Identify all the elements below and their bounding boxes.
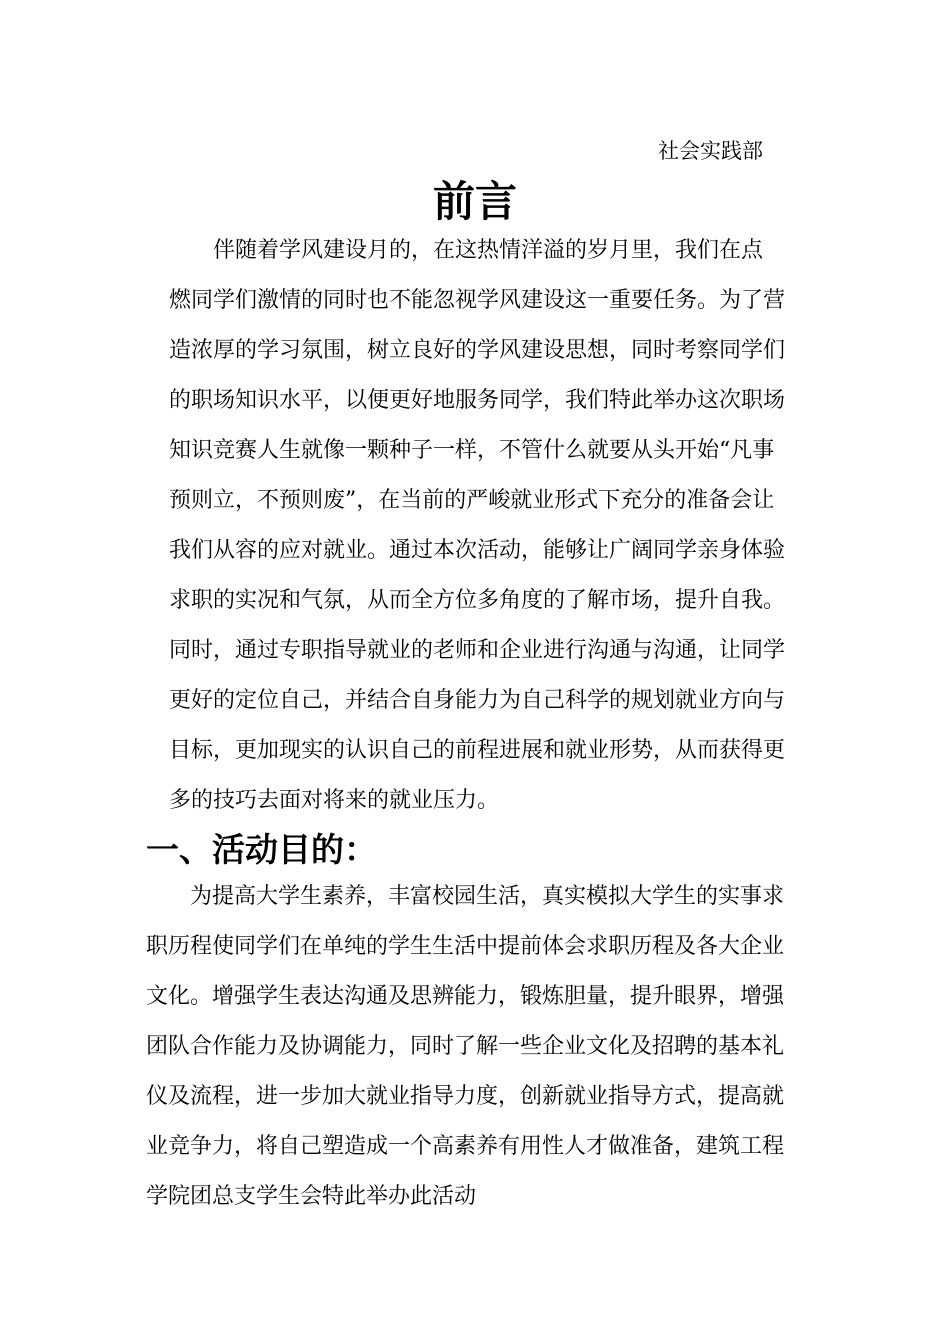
preface-line: 我们从容的应对就业。通过本次活动，能够让广阔同学亲身体验 xyxy=(169,538,786,563)
section-line: 职历程使同学们在单纯的学生生活中提前体会求职历程及各大企业 xyxy=(146,934,785,959)
preface-line: 燃同学们激情的同时也不能忽视学风建设这一重要任务。为了营 xyxy=(169,288,786,313)
preface-line: 伴随着学风建设月的，在这热情洋溢的岁月里，我们在点 xyxy=(169,238,764,263)
department-label: 社会实践部 xyxy=(658,139,763,163)
preface-line: 多的技巧去面对将来的就业压力。 xyxy=(169,788,500,813)
section-line: 团队合作能力及协调能力，同时了解一些企业文化及招聘的基本礼 xyxy=(146,1034,785,1059)
preface-line: 造浓厚的学习氛围，树立良好的学风建设思想，同时考察同学们 xyxy=(169,338,786,363)
section-line: 学院团总支学生会特此举办此活动 xyxy=(146,1184,477,1209)
preface-line: 目标，更加现实的认识自己的前程进展和就业形势，从而获得更 xyxy=(169,738,786,763)
preface-line: 预则立，不预则废”，在当前的严峻就业形式下充分的准备会让 xyxy=(169,488,775,513)
section-line: 为提高大学生素养，丰富校园生活，真实模拟大学生的实事求 xyxy=(146,884,785,909)
section-line: 仪及流程，进一步加大就业指导力度，创新就业指导方式，提高就 xyxy=(146,1084,785,1109)
preface-line: 知识竞赛人生就像一颗种子一样，不管什么就要从头开始“凡事 xyxy=(169,438,775,463)
preface-line: 同时，通过专职指导就业的老师和企业进行沟通与沟通，让同学 xyxy=(169,638,786,663)
preface-line: 的职场知识水平，以便更好地服务同学，我们特此举办这次职场 xyxy=(169,388,786,413)
preface-line: 求职的实况和气氛，从而全方位多角度的了解市场，提升自我。 xyxy=(169,588,786,613)
section-heading: 一、活动目的： xyxy=(146,830,377,869)
page-title: 前言 xyxy=(432,177,517,226)
section-line: 文化。增强学生表达沟通及思辨能力，锻炼胆量，提升眼界，增强 xyxy=(146,984,785,1009)
section-line: 业竞争力，将自己塑造成一个高素养有用性人才做准备，建筑工程 xyxy=(146,1134,785,1159)
preface-line: 更好的定位自己，并结合自身能力为自己科学的规划就业方向与 xyxy=(169,688,786,713)
